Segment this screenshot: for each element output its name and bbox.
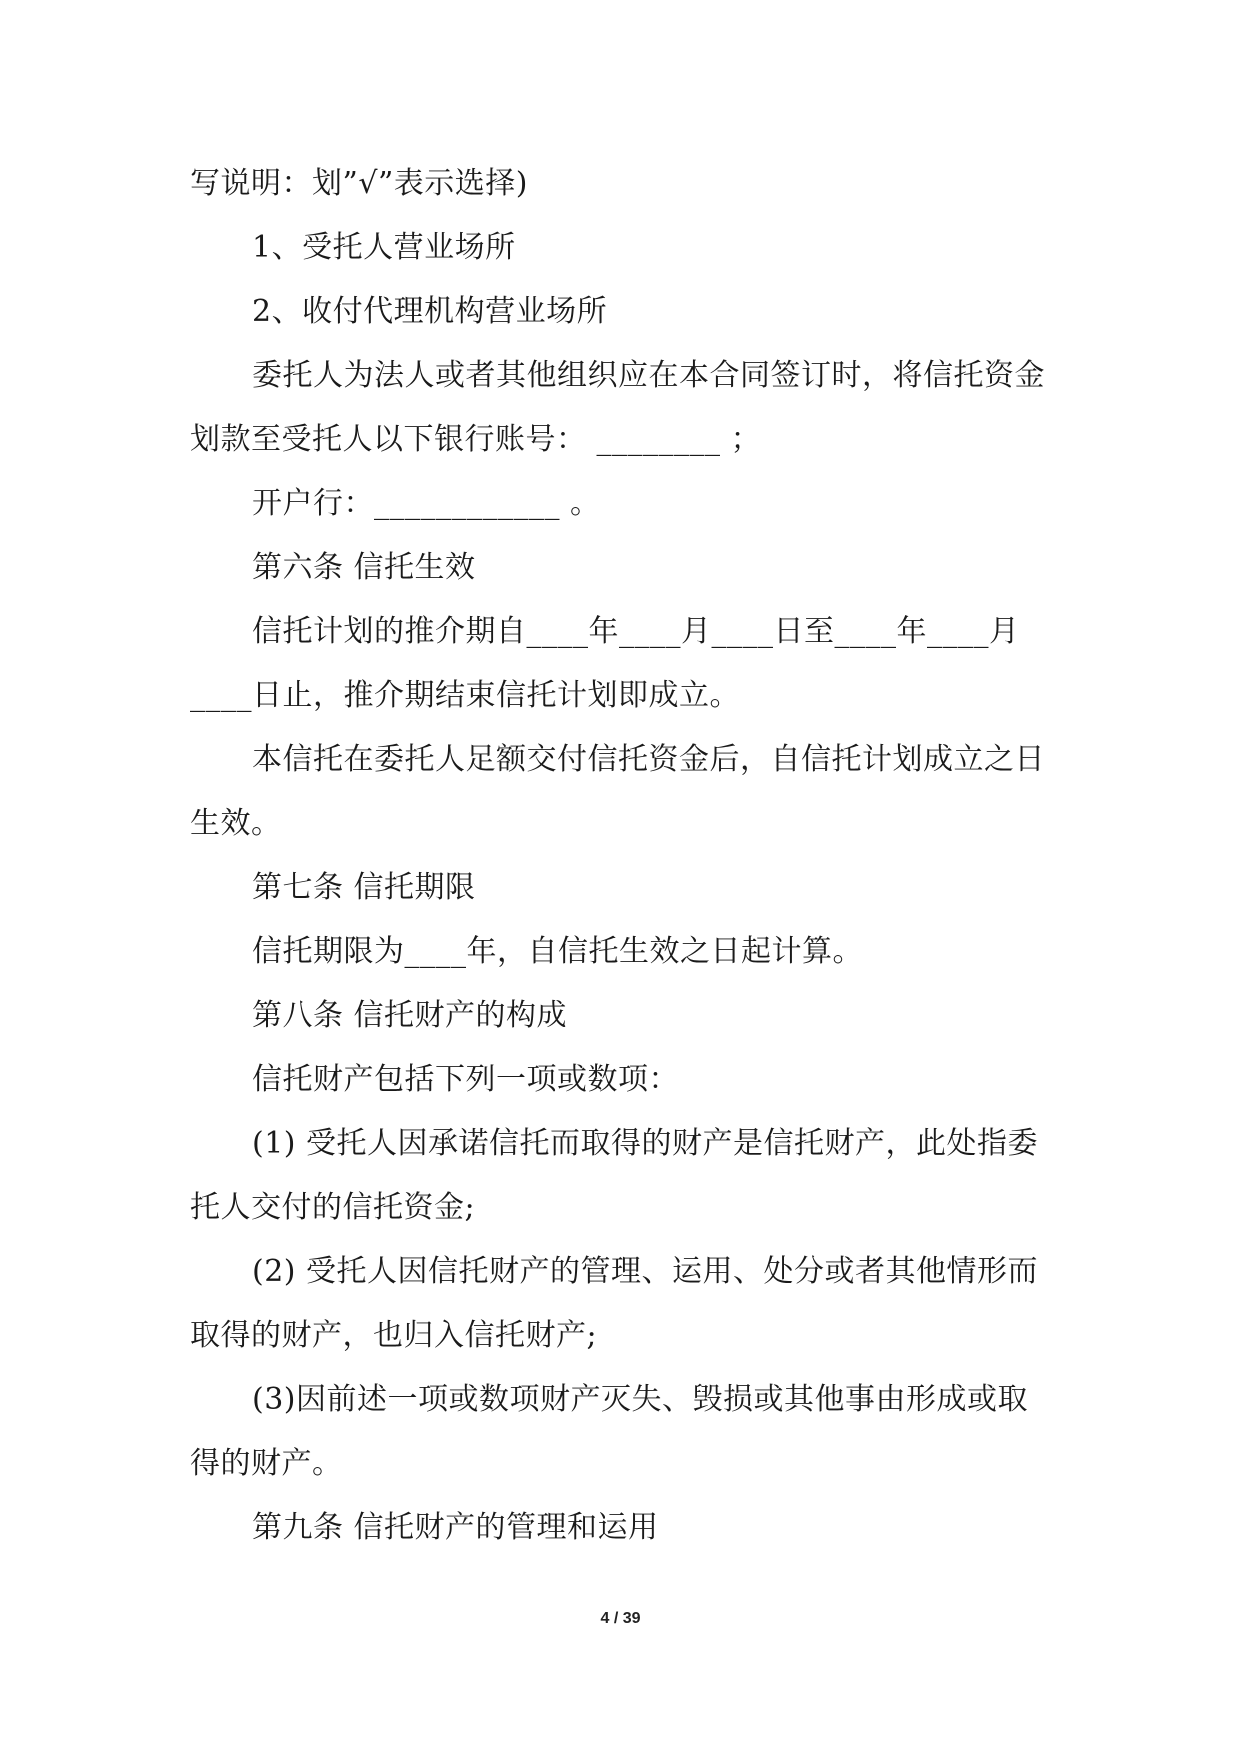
list-item: (1) 受托人因承诺信托而取得的财产是信托财产，此处指委 <box>252 1126 1039 1161</box>
text-line: 托人交付的信托资金; <box>190 1190 476 1225</box>
section-heading: 第九条 信托财产的管理和运用 <box>252 1510 659 1545</box>
section-heading: 第七条 信托期限 <box>252 870 476 905</box>
list-item: (2) 受托人因信托财产的管理、运用、处分或者其他情形而 <box>252 1254 1039 1289</box>
page-number: 4 / 39 <box>600 1610 641 1627</box>
text-line: 生效。 <box>190 806 282 841</box>
text-line: 1、受托人营业场所 <box>252 230 516 265</box>
section-heading: 第六条 信托生效 <box>252 550 476 585</box>
list-item: (3)因前述一项或数项财产灭失、毁损或其他事由形成或取 <box>252 1382 1028 1417</box>
text-line: 信托期限为____年，自信托生效之日起计算。 <box>252 934 863 969</box>
text-line: 开户行：____________ 。 <box>252 486 601 521</box>
text-line: 得的财产。 <box>190 1446 343 1481</box>
text-line: 取得的财产，也归入信托财产; <box>190 1318 598 1353</box>
text-line: 2、收付代理机构营业场所 <box>252 294 608 329</box>
text-line: 信托计划的推介期自____年____月____日至____年____月 <box>252 614 1020 649</box>
text-line: ____日止，推介期结束信托计划即成立。 <box>190 678 740 713</box>
text-line: 写说明：划”√”表示选择) <box>190 166 528 201</box>
text-line: 本信托在委托人足额交付信托资金后，自信托计划成立之日 <box>252 742 1045 777</box>
section-heading: 第八条 信托财产的构成 <box>252 998 568 1033</box>
document-body <box>190 152 1060 1560</box>
text-line: 信托财产包括下列一项或数项： <box>252 1062 679 1097</box>
text-line: 划款至受托人以下银行账号： ________ ； <box>190 422 762 457</box>
text-line: 委托人为法人或者其他组织应在本合同签订时，将信托资金 <box>252 358 1045 393</box>
